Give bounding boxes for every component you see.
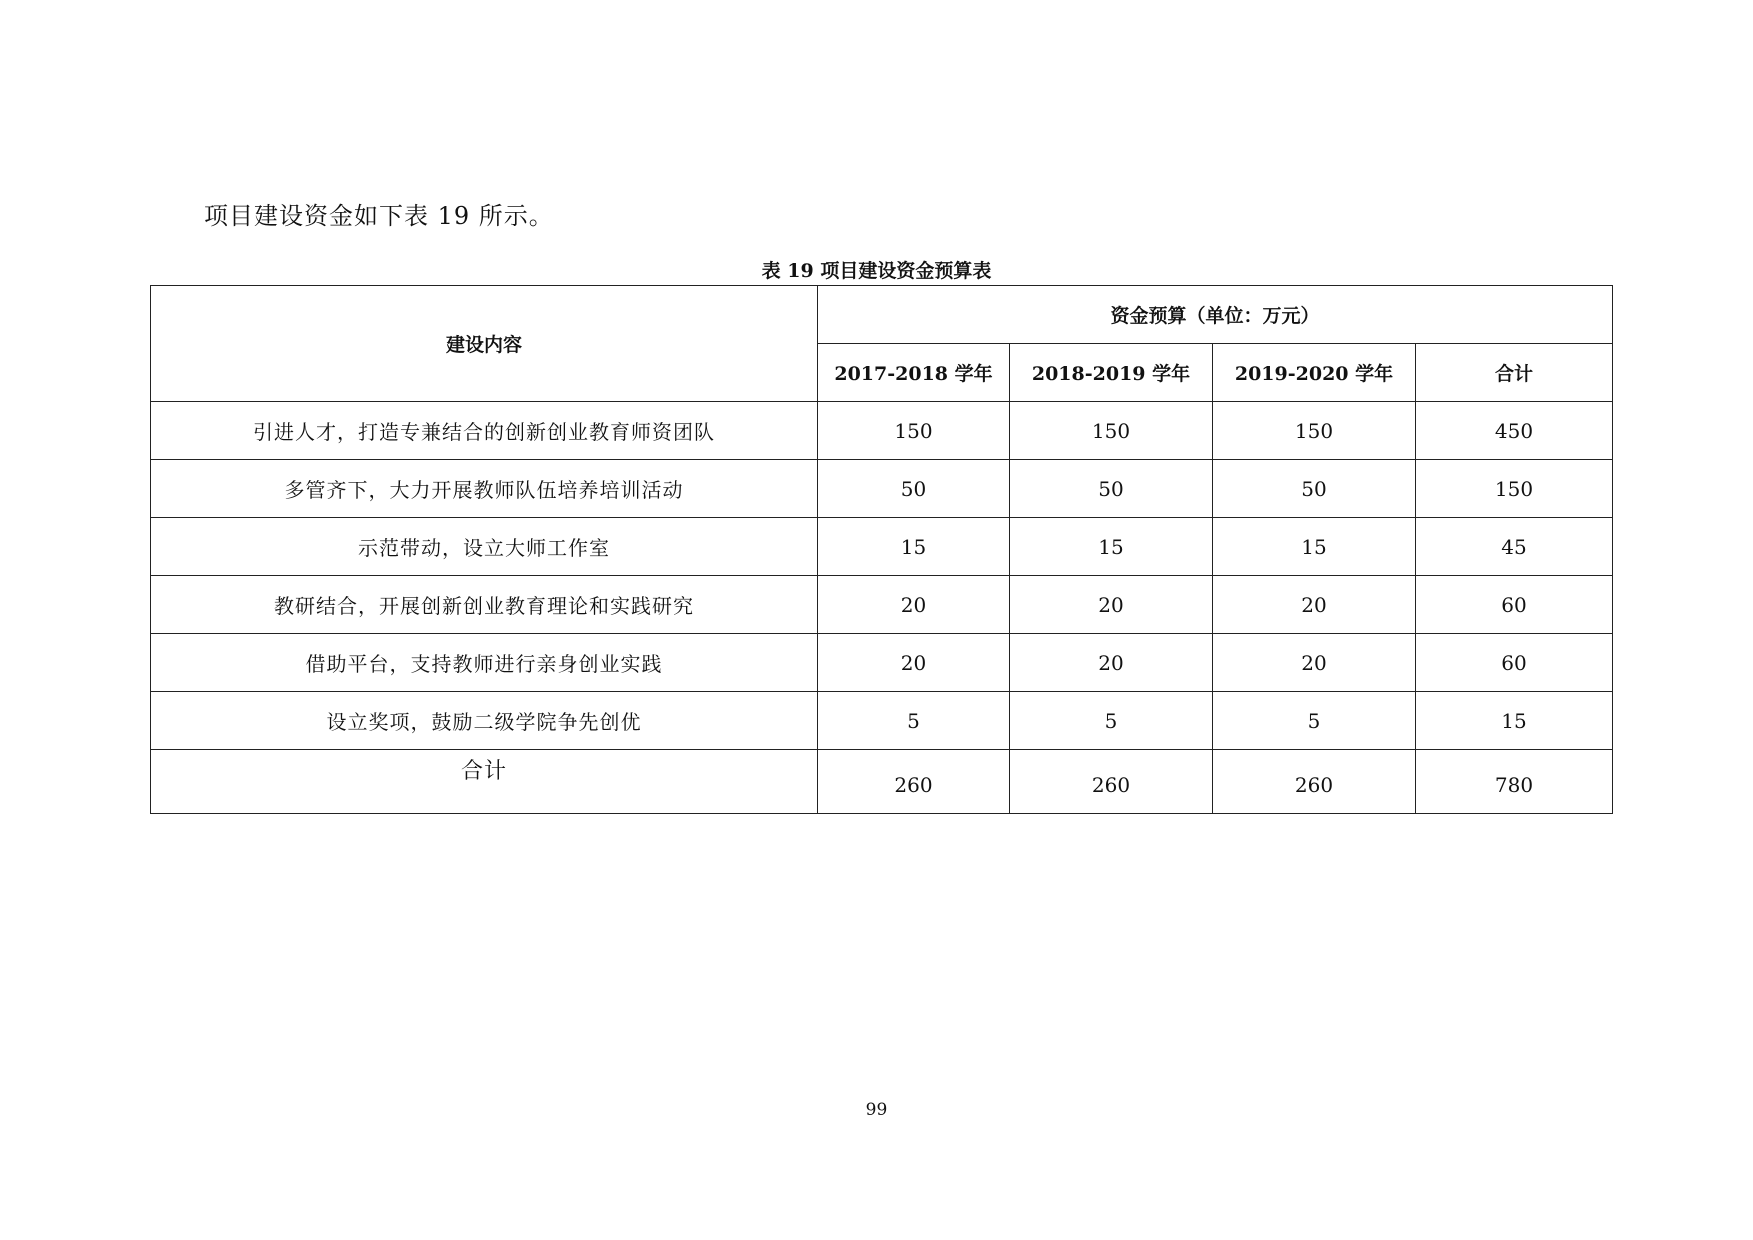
row-value: 5 [1213, 692, 1416, 750]
row-item: 多管齐下，大力开展教师队伍培养培训活动 [151, 460, 818, 518]
budget-table [150, 285, 1613, 814]
row-value: 20 [1213, 634, 1416, 692]
row-value: 20 [1213, 576, 1416, 634]
row-value: 20 [818, 634, 1010, 692]
table-caption: 表 19 项目建设资金预算表 [761, 260, 992, 282]
row-total: 45 [1416, 518, 1613, 576]
table-row [151, 692, 1613, 750]
row-value: 150 [1010, 402, 1213, 460]
table-row [151, 518, 1613, 576]
total-value: 260 [1010, 750, 1213, 814]
table-row [151, 460, 1613, 518]
row-value: 5 [1010, 692, 1213, 750]
header-year-2018-2019: 2018-2019 学年 [1010, 344, 1213, 402]
row-item: 示范带动，设立大师工作室 [151, 518, 818, 576]
row-total: 15 [1416, 692, 1613, 750]
table-row [151, 402, 1613, 460]
row-value: 20 [818, 576, 1010, 634]
row-item: 引进人才，打造专兼结合的创新创业教育师资团队 [151, 402, 818, 460]
row-value: 15 [1010, 518, 1213, 576]
row-value: 150 [1213, 402, 1416, 460]
total-row [151, 750, 1613, 814]
row-item: 设立奖项，鼓励二级学院争先创优 [151, 692, 818, 750]
row-item: 借助平台，支持教师进行亲身创业实践 [151, 634, 818, 692]
total-label: 合计 [151, 750, 818, 814]
intro-paragraph: 项目建设资金如下表 19 所示。 [204, 202, 554, 230]
header-content-label: 建设内容 [151, 286, 818, 402]
row-value: 50 [1010, 460, 1213, 518]
table-header-row [151, 286, 1613, 344]
row-total: 60 [1416, 576, 1613, 634]
row-total: 60 [1416, 634, 1613, 692]
row-value: 20 [1010, 634, 1213, 692]
page-number: 99 [865, 1100, 888, 1120]
header-total: 合计 [1416, 344, 1613, 402]
row-value: 150 [818, 402, 1010, 460]
row-value: 15 [818, 518, 1010, 576]
table-row [151, 576, 1613, 634]
row-value: 20 [1010, 576, 1213, 634]
header-year-2019-2020: 2019-2020 学年 [1213, 344, 1416, 402]
row-value: 50 [1213, 460, 1416, 518]
row-item: 教研结合，开展创新创业教育理论和实践研究 [151, 576, 818, 634]
row-value: 5 [818, 692, 1010, 750]
header-year-2017-2018: 2017-2018 学年 [818, 344, 1010, 402]
header-budget-label: 资金预算（单位：万元） [818, 286, 1613, 344]
row-total: 450 [1416, 402, 1613, 460]
total-value: 260 [1213, 750, 1416, 814]
total-value: 260 [818, 750, 1010, 814]
row-value: 50 [818, 460, 1010, 518]
grand-total: 780 [1416, 750, 1613, 814]
table-row [151, 634, 1613, 692]
row-total: 150 [1416, 460, 1613, 518]
row-value: 15 [1213, 518, 1416, 576]
